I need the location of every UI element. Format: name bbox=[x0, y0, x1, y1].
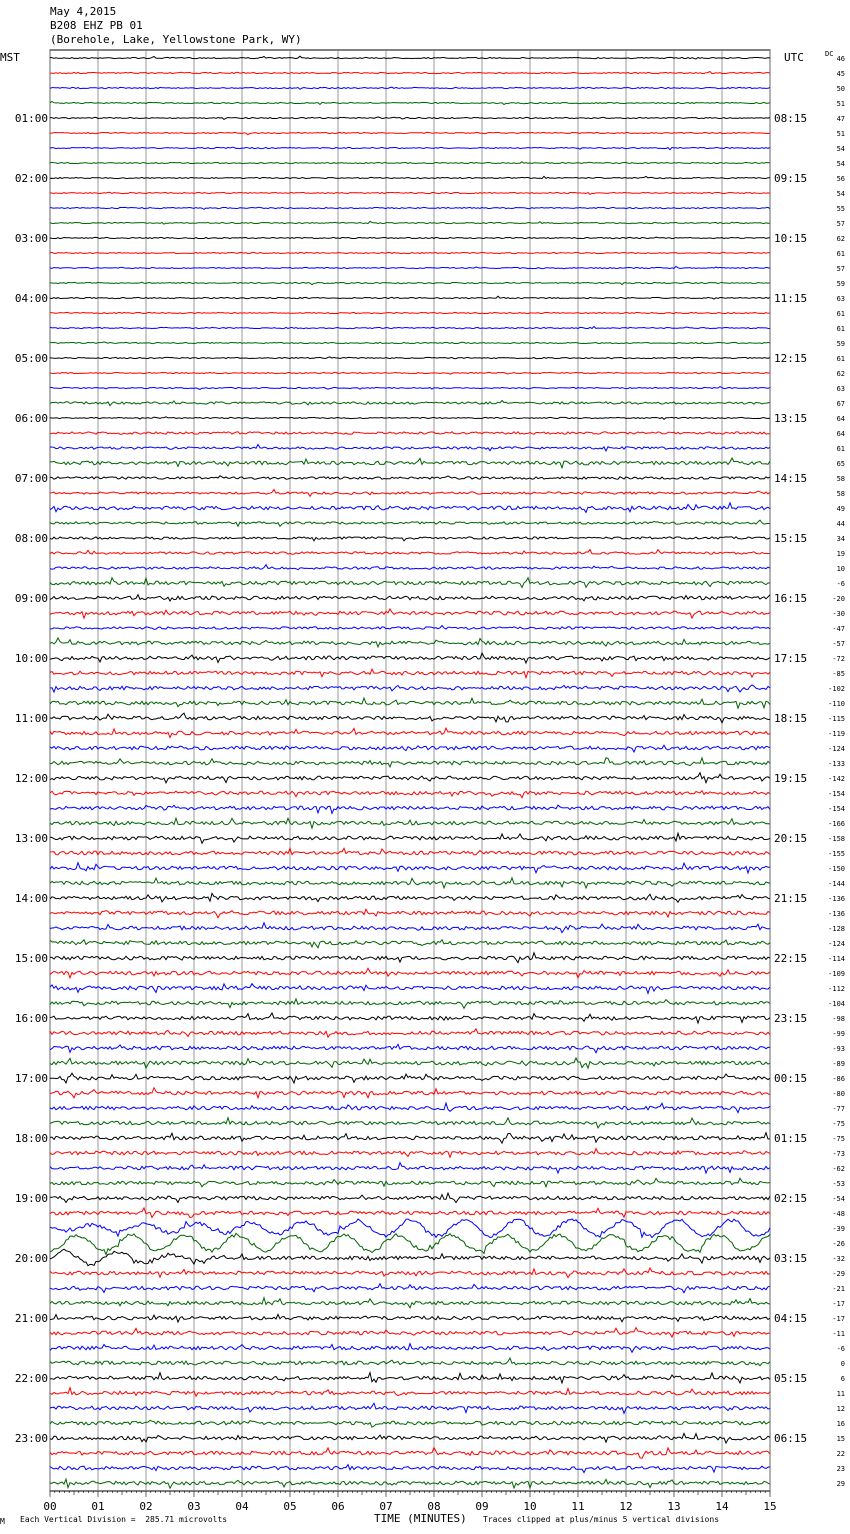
dc-offset-label: -21 bbox=[832, 1285, 845, 1293]
trace-group bbox=[50, 56, 770, 1488]
left-hour-label: 19:00 bbox=[14, 1192, 48, 1205]
trace-line bbox=[50, 372, 770, 374]
right-hour-label: 20:15 bbox=[774, 832, 808, 845]
dc-offset-label: -128 bbox=[828, 925, 845, 933]
dc-offset-label: -93 bbox=[832, 1045, 845, 1053]
trace-line bbox=[50, 1479, 770, 1488]
dc-offset-label: -47 bbox=[832, 625, 845, 633]
trace-line bbox=[50, 685, 770, 692]
dc-offset-label: 34 bbox=[836, 535, 845, 543]
dc-offset-label: -166 bbox=[828, 820, 845, 828]
dc-offset-label: 11 bbox=[836, 1390, 845, 1398]
trace-line bbox=[50, 984, 770, 994]
trace-line bbox=[50, 1328, 770, 1338]
dc-offset-label: -136 bbox=[828, 895, 845, 903]
dc-offset-label: -133 bbox=[828, 760, 845, 768]
trace-line bbox=[50, 1284, 770, 1293]
dc-offset-label: 10 bbox=[836, 565, 845, 573]
dc-offset-label: -11 bbox=[832, 1330, 845, 1338]
trace-line bbox=[50, 833, 770, 843]
dc-offset-label: -17 bbox=[832, 1315, 845, 1323]
x-tick-label: 02 bbox=[139, 1500, 153, 1513]
axes-group bbox=[0, 50, 845, 1513]
corner-mark: M bbox=[0, 1517, 5, 1526]
trace-line bbox=[50, 953, 770, 963]
dc-offset-label: 44 bbox=[836, 520, 845, 528]
dc-offset-label: 49 bbox=[836, 505, 845, 513]
dc-offset-label: -158 bbox=[828, 835, 845, 843]
dc-offset-label: 29 bbox=[836, 1480, 845, 1488]
dc-offset-label: -98 bbox=[832, 1015, 845, 1023]
trace-line bbox=[50, 1088, 770, 1098]
dc-offset-label: 56 bbox=[836, 175, 845, 183]
trace-line bbox=[50, 503, 770, 513]
trace-line bbox=[50, 476, 770, 479]
x-tick-label: 08 bbox=[427, 1500, 441, 1513]
trace-line bbox=[50, 207, 770, 209]
x-tick-label: 01 bbox=[91, 1500, 105, 1513]
trace-line bbox=[50, 1149, 770, 1158]
left-hour-label: 08:00 bbox=[14, 532, 48, 545]
dc-offset-label: 61 bbox=[836, 310, 845, 318]
dc-offset-label: 19 bbox=[836, 550, 845, 558]
x-tick-label: 11 bbox=[571, 1500, 585, 1513]
right-hour-label: 03:15 bbox=[774, 1252, 808, 1265]
dc-offset-label: 51 bbox=[836, 130, 845, 138]
left-hour-label: 12:00 bbox=[14, 772, 48, 785]
dc-offset-label: -110 bbox=[828, 700, 845, 708]
dc-offset-label: 61 bbox=[836, 355, 845, 363]
trace-line bbox=[50, 1013, 770, 1023]
dc-offset-label: -48 bbox=[832, 1210, 845, 1218]
right-hour-label: 01:15 bbox=[774, 1132, 808, 1145]
trace-line bbox=[50, 537, 770, 541]
trace-line bbox=[50, 1388, 770, 1397]
trace-line bbox=[50, 923, 770, 933]
dc-offset-label: 59 bbox=[836, 280, 845, 288]
dc-offset-label: 57 bbox=[836, 220, 845, 228]
left-hour-label: 03:00 bbox=[14, 232, 48, 245]
left-hour-label: 10:00 bbox=[14, 652, 48, 665]
dc-offset-label: -124 bbox=[828, 940, 845, 948]
trace-line bbox=[50, 909, 770, 918]
dc-offset-label: 15 bbox=[836, 1435, 845, 1443]
left-hour-label: 05:00 bbox=[14, 352, 48, 365]
trace-line bbox=[50, 87, 770, 89]
trace-line bbox=[50, 1433, 770, 1443]
dc-offset-label: -80 bbox=[832, 1090, 845, 1098]
trace-line bbox=[50, 56, 770, 59]
trace-line bbox=[50, 342, 770, 344]
x-tick-label: 05 bbox=[283, 1500, 297, 1513]
dc-offset-label: 22 bbox=[836, 1450, 845, 1458]
trace-line bbox=[50, 520, 770, 526]
dc-offset-label: -115 bbox=[828, 715, 845, 723]
trace-line bbox=[50, 1373, 770, 1383]
trace-line bbox=[50, 282, 770, 284]
dc-offset-label: -102 bbox=[828, 685, 845, 693]
trace-line bbox=[50, 818, 770, 828]
dc-offset-label: -144 bbox=[828, 880, 845, 888]
trace-line bbox=[50, 863, 770, 873]
left-hour-label: 02:00 bbox=[14, 172, 48, 185]
trace-line bbox=[50, 1420, 770, 1427]
left-hour-label: 01:00 bbox=[14, 112, 48, 125]
dc-offset-label: 63 bbox=[836, 295, 845, 303]
dc-offset-label: -104 bbox=[828, 1000, 845, 1008]
dc-offset-label: -89 bbox=[832, 1060, 845, 1068]
left-hour-label: 07:00 bbox=[14, 472, 48, 485]
dc-offset-label: 61 bbox=[836, 325, 845, 333]
dc-offset-label: 54 bbox=[836, 190, 845, 198]
left-hour-label: 13:00 bbox=[14, 832, 48, 845]
dc-offset-label: -72 bbox=[832, 655, 845, 663]
dc-offset-label: -99 bbox=[832, 1030, 845, 1038]
dc-offset-label: 64 bbox=[836, 430, 845, 438]
right-hour-label: 15:15 bbox=[774, 532, 808, 545]
station-code: B208 EHZ PB 01 bbox=[50, 19, 143, 32]
trace-line bbox=[50, 595, 770, 601]
trace-line bbox=[50, 327, 770, 329]
trace-line bbox=[50, 401, 770, 406]
dc-offset-label: -20 bbox=[832, 595, 845, 603]
trace-line bbox=[50, 296, 770, 299]
left-hour-label: 17:00 bbox=[14, 1072, 48, 1085]
right-hour-label: 14:15 bbox=[774, 472, 808, 485]
dc-offset-label: 63 bbox=[836, 385, 845, 393]
left-hour-label: 22:00 bbox=[14, 1372, 48, 1385]
right-hour-label: 18:15 bbox=[774, 712, 808, 725]
trace-line bbox=[50, 1133, 770, 1143]
trace-line bbox=[50, 728, 770, 737]
trace-line bbox=[50, 432, 770, 434]
trace-line bbox=[50, 578, 770, 588]
trace-line bbox=[50, 1233, 770, 1254]
dc-offset-label: 59 bbox=[836, 340, 845, 348]
left-hour-label: 14:00 bbox=[14, 892, 48, 905]
right-hour-label: 21:15 bbox=[774, 892, 808, 905]
dc-offset-label: 54 bbox=[836, 160, 845, 168]
dc-offset-label: 65 bbox=[836, 460, 845, 468]
trace-line bbox=[50, 1103, 770, 1113]
dc-offset-label: 16 bbox=[836, 1420, 845, 1428]
trace-line bbox=[50, 357, 770, 359]
dc-offset-label: 51 bbox=[836, 100, 845, 108]
dc-offset-label: 64 bbox=[836, 415, 845, 423]
right-hour-label: 19:15 bbox=[774, 772, 808, 785]
x-tick-label: 00 bbox=[43, 1500, 57, 1513]
dc-offset-label: -86 bbox=[832, 1075, 845, 1083]
right-hour-label: 06:15 bbox=[774, 1432, 808, 1445]
trace-line bbox=[50, 791, 770, 798]
station-location: (Borehole, Lake, Yellowstone Park, WY) bbox=[50, 33, 302, 46]
trace-line bbox=[50, 893, 770, 902]
trace-line bbox=[50, 1403, 770, 1413]
dc-offset-label: 55 bbox=[836, 205, 845, 213]
dc-offset-label: -109 bbox=[828, 970, 845, 978]
trace-line bbox=[50, 445, 770, 452]
right-hour-label: 22:15 bbox=[774, 952, 808, 965]
trace-line bbox=[50, 102, 770, 105]
trace-line bbox=[50, 387, 770, 390]
right-hour-label: 17:15 bbox=[774, 652, 808, 665]
trace-line bbox=[50, 1344, 770, 1353]
trace-line bbox=[50, 999, 770, 1008]
trace-line bbox=[50, 940, 770, 948]
dc-offset-label: 45 bbox=[836, 70, 845, 78]
right-timezone-label: UTC bbox=[784, 51, 804, 64]
trace-line bbox=[50, 490, 770, 497]
dc-offset-label: -54 bbox=[832, 1195, 845, 1203]
dc-offset-label: -75 bbox=[832, 1135, 845, 1143]
dc-offset-label: 61 bbox=[836, 445, 845, 453]
trace-line bbox=[50, 1163, 770, 1173]
left-hour-label: 11:00 bbox=[14, 712, 48, 725]
dc-offset-label: 57 bbox=[836, 265, 845, 273]
dc-offset-label: 46 bbox=[836, 55, 845, 63]
trace-line bbox=[50, 221, 770, 224]
x-axis-title: TIME (MINUTES) bbox=[374, 1512, 467, 1525]
trace-line bbox=[50, 417, 770, 420]
dc-offset-label: 50 bbox=[836, 85, 845, 93]
left-hour-label: 15:00 bbox=[14, 952, 48, 965]
x-tick-label: 15 bbox=[763, 1500, 777, 1513]
trace-line bbox=[50, 132, 770, 134]
trace-line bbox=[50, 1448, 770, 1459]
dc-offset-label: -124 bbox=[828, 745, 845, 753]
trace-line bbox=[50, 1358, 770, 1366]
dc-offset-label: -57 bbox=[832, 640, 845, 648]
scale-note: Each Vertical Division = 285.71 microvolts bbox=[20, 1515, 228, 1524]
trace-line bbox=[50, 1219, 770, 1238]
dc-offset-label: -6 bbox=[836, 580, 845, 588]
left-hour-label: 04:00 bbox=[14, 292, 48, 305]
dc-offset-label: -26 bbox=[832, 1240, 845, 1248]
dc-offset-label: -119 bbox=[828, 730, 845, 738]
x-tick-label: 12 bbox=[619, 1500, 633, 1513]
dc-offset-label: 61 bbox=[836, 250, 845, 258]
dc-offset-label: 62 bbox=[836, 235, 845, 243]
trace-line bbox=[50, 237, 770, 238]
trace-line bbox=[50, 1073, 770, 1083]
trace-line bbox=[50, 1193, 770, 1202]
trace-line bbox=[50, 1178, 770, 1187]
dc-offset-label: -73 bbox=[832, 1150, 845, 1158]
trace-line bbox=[50, 968, 770, 978]
trace-line bbox=[50, 698, 770, 708]
right-hour-label: 16:15 bbox=[774, 592, 808, 605]
dc-offset-label: -136 bbox=[828, 910, 845, 918]
x-tick-label: 09 bbox=[475, 1500, 489, 1513]
trace-line bbox=[50, 1208, 770, 1218]
x-tick-label: 07 bbox=[379, 1500, 393, 1513]
trace-line bbox=[50, 1314, 770, 1322]
trace-line bbox=[50, 192, 770, 194]
dc-offset-label: 12 bbox=[836, 1405, 845, 1413]
dc-offset-label: 47 bbox=[836, 115, 845, 123]
dc-offset-label: -53 bbox=[832, 1180, 845, 1188]
dc-offset-label: -150 bbox=[828, 865, 845, 873]
trace-line bbox=[50, 266, 770, 268]
trace-line bbox=[50, 669, 770, 678]
dc-offset-label: -114 bbox=[828, 955, 845, 963]
plot-date: May 4,2015 bbox=[50, 5, 117, 18]
dc-offset-label: 58 bbox=[836, 490, 845, 498]
x-tick-label: 13 bbox=[667, 1500, 681, 1513]
trace-line bbox=[50, 1249, 770, 1266]
left-hour-label: 09:00 bbox=[14, 592, 48, 605]
dc-offset-label: -154 bbox=[828, 805, 845, 813]
trace-line bbox=[50, 713, 770, 723]
dc-offset-label: -29 bbox=[832, 1270, 845, 1278]
left-timezone-label: MST bbox=[0, 51, 20, 64]
dc-offset-label: 58 bbox=[836, 475, 845, 483]
right-hour-label: 09:15 bbox=[774, 172, 808, 185]
left-hour-label: 21:00 bbox=[14, 1312, 48, 1325]
x-tick-label: 10 bbox=[523, 1500, 537, 1513]
trace-line bbox=[50, 1044, 770, 1052]
dc-offset-label: -39 bbox=[832, 1225, 845, 1233]
dc-offset-label: -62 bbox=[832, 1165, 845, 1173]
trace-line bbox=[50, 147, 770, 149]
right-hour-label: 12:15 bbox=[774, 352, 808, 365]
trace-line bbox=[50, 1268, 770, 1278]
trace-line bbox=[50, 848, 770, 855]
dc-offset-label: 6 bbox=[840, 1375, 845, 1383]
trace-line bbox=[50, 745, 770, 752]
trace-line bbox=[50, 653, 770, 663]
trace-line bbox=[50, 550, 770, 555]
trace-line bbox=[50, 72, 770, 74]
trace-line bbox=[50, 626, 770, 630]
dc-offset-label: -17 bbox=[832, 1300, 845, 1308]
x-tick-label: 14 bbox=[715, 1500, 729, 1513]
right-hour-label: 10:15 bbox=[774, 232, 808, 245]
trace-line bbox=[50, 1029, 770, 1037]
trace-line bbox=[50, 878, 770, 888]
right-hour-label: 04:15 bbox=[774, 1312, 808, 1325]
dc-offset-label: -6 bbox=[836, 1345, 845, 1353]
left-hour-label: 16:00 bbox=[14, 1012, 48, 1025]
dc-offset-label: -154 bbox=[828, 790, 845, 798]
trace-line bbox=[50, 758, 770, 767]
dc-offset-label: 0 bbox=[840, 1360, 845, 1368]
right-hour-label: 13:15 bbox=[774, 412, 808, 425]
dc-offset-label: -77 bbox=[832, 1105, 845, 1113]
x-tick-label: 04 bbox=[235, 1500, 249, 1513]
dc-offset-label: -85 bbox=[832, 670, 845, 678]
trace-line bbox=[50, 805, 770, 813]
trace-line bbox=[50, 117, 770, 120]
dc-offset-label: 62 bbox=[836, 370, 845, 378]
trace-line bbox=[50, 162, 770, 164]
trace-line bbox=[50, 565, 770, 570]
trace-line bbox=[50, 1465, 770, 1473]
trace-line bbox=[50, 458, 770, 468]
left-hour-label: 23:00 bbox=[14, 1432, 48, 1445]
dc-offset-label: -112 bbox=[828, 985, 845, 993]
dc-offset-label: 23 bbox=[836, 1465, 845, 1473]
right-hour-label: 05:15 bbox=[774, 1372, 808, 1385]
right-hour-label: 02:15 bbox=[774, 1192, 808, 1205]
trace-line bbox=[50, 1058, 770, 1068]
right-hour-label: 00:15 bbox=[774, 1072, 808, 1085]
right-hour-label: 11:15 bbox=[774, 292, 808, 305]
trace-line bbox=[50, 1118, 770, 1128]
trace-line bbox=[50, 252, 770, 253]
dc-offset-label: -30 bbox=[832, 610, 845, 618]
left-hour-label: 20:00 bbox=[14, 1252, 48, 1265]
dc-label: DC bbox=[825, 50, 834, 58]
dc-offset-label: -155 bbox=[828, 850, 845, 858]
right-hour-label: 08:15 bbox=[774, 112, 808, 125]
dc-offset-label: -142 bbox=[828, 775, 845, 783]
dc-offset-label: -32 bbox=[832, 1255, 845, 1263]
trace-line bbox=[50, 773, 770, 783]
dc-offset-label: 54 bbox=[836, 145, 845, 153]
right-hour-label: 23:15 bbox=[774, 1012, 808, 1025]
trace-line bbox=[50, 1298, 770, 1308]
left-hour-label: 06:00 bbox=[14, 412, 48, 425]
x-tick-label: 03 bbox=[187, 1500, 201, 1513]
trace-line bbox=[50, 312, 770, 313]
dc-offset-label: 67 bbox=[836, 400, 845, 408]
trace-line bbox=[50, 609, 770, 618]
trace-line bbox=[50, 176, 770, 178]
x-tick-label: 06 bbox=[331, 1500, 345, 1513]
dc-offset-label: -75 bbox=[832, 1120, 845, 1128]
left-hour-label: 18:00 bbox=[14, 1132, 48, 1145]
trace-line bbox=[50, 638, 770, 647]
clip-note: Traces clipped at plus/minus 5 vertical divisions bbox=[483, 1515, 720, 1524]
